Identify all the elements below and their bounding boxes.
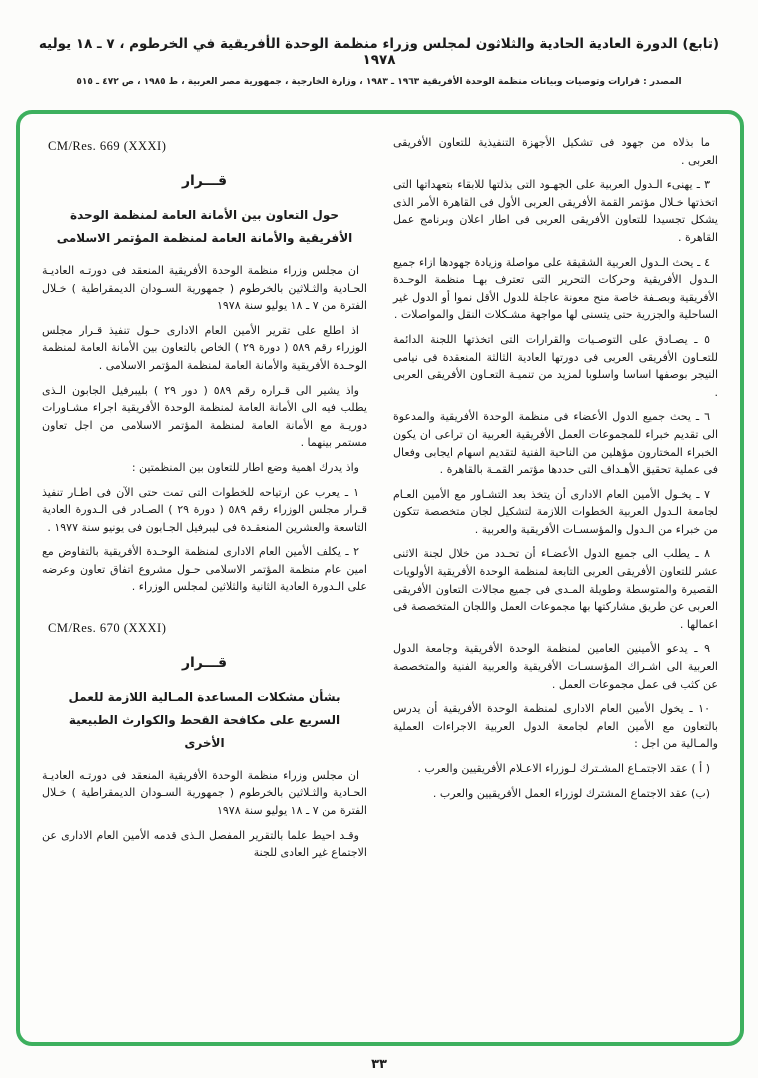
resolution-669-paragraph: واذ يدرك اهمية وضع اطار للتعاون بين المنظمتين : — [131, 460, 359, 474]
resolution-669-paragraph: ١ ـ يعرب عن ارتياحه للخطوات التى تمت حتى الآن فى اطـار تنفيذ قـرار مجلس الوزراء رقم ٥٨٩ ( دورة ٢٩ ) الصـادر فى الـدورة العادية التاسعة والعشرين المنعقـدة فى ليبرفيل الجـابون فى يونيو سنة ١٩٧٧ . — [42, 485, 368, 534]
page-number: ٣٣ — [371, 1057, 387, 1072]
column-left — [42, 134, 367, 1022]
resolution-670-heading: قـــرار — [181, 655, 228, 672]
resolution-669-title: حول التعاون بين الأمانة العامة لمنظمة الوحدة الأفريقية والأمانة العامة لمنظمة المؤتمر الاسلامى — [56, 208, 353, 246]
source-citation: المصدر : قرارات وتوصيات وبيانات منظمة الوحدة الأفريقية ١٩٦٣ ـ ١٩٨٣ ، وزارة الخارجية ، جمهورية مصر العربية ، ط ١٩٨٥ ، ص ٤٧٢ ـ ٥١٥ — [76, 77, 682, 87]
paragraph-item-9: ٩ ـ يدعو الأمينين العامين لمنظمة الوحدة الأفريقية وجامعة الدول العربية الى اشـراك المؤسسـات الأفريقية والعربية الفنية والمتخصصة عن كثب فى عمل مجموعات العمل . — [393, 642, 718, 691]
resolution-id-670: CM/Res. 670 (XXXI) — [48, 621, 167, 636]
paragraph-item-5: ٥ ـ يصـادق على التوصـيات والقرارات التى اتخذتها اللجنة الدائمة للتعـاون الأفريقى العربى فى دورتها العادية الثالثة المنعقدة فى نيامى النيجر بوصفها اساسا واسلوبا لمزيد من تنميـة التعـاون الأفريقى العربى . — [393, 332, 718, 399]
resolution-669-paragraph: واذ يشير الى قـراره رقم ٥٨٩ ( دور ٢٩ ) بليبرفيل الجابون الـذى يطلب فيه الى الأمانة العامة لمنظمة الوحدة الأفريقية اجراء مشـاورات دوريـة مع الأمانة العامة لمنظمة المؤتمر الاسلامى من اجل تعاون مستمر بينهما . — [42, 383, 367, 450]
page-title: (تابع) الدورة العادية الحادية والثلاثون لمجلس وزراء منظمة الوحدة الأفريقية في الخرطوم ، ٧ ـ ١٨ يوليه ١٩٧٨ — [38, 36, 720, 68]
resolution-670-paragraph: وقـد احيط علما بالتقرير المفصل الـذى قدمه الأمين العام الادارى عن الاجتماع غير العادى للجنة — [42, 828, 367, 860]
paragraph-item-b: (ب) عقد الاجتماع المشترك لوزراء العمل الأفريقيين والعرب . — [432, 786, 710, 800]
resolution-669-paragraph: ٢ ـ يكلف الأمين العام الادارى لمنظمة الوحـدة الأفريقية بالتفاوض مع امين عام منظمة المؤتمر الاسلامى حـول مشروع اتفاق تعاون وعرضه على الـدورة العادية الثانية والثلاثين لمجلس الوزراء . — [42, 545, 367, 594]
paragraph-item-3: ٣ ـ يهنىء الـدول العربية على الجهـود التى بذلتها للابقاء بتعهداتها التى اتخذتها خـلال مؤتمر القمة الأفريقى العربى الأول فى القاهرة الأمر الذى يشكل تجسيدا للتعاون الأفريقى العربى فى اطار اعلان وبرنامج عمل القاهرة . — [393, 178, 718, 244]
paragraph-continuation: ما بذلاه من جهود فى تشكيل الأجهزة التنفيذية للتعاون الأفريقى العربى . — [393, 136, 718, 167]
paragraph-item-8: ٨ ـ يطلب الى جميع الدول الأعضـاء أن تحـدد من خلال لجنة الاثنى عشر للتعاون الأفريقى العربى التابعة لمنظمة الوحدة الأفريقية الأولويات القصيرة والمتوسطة وطويلة المـدى فى جميع مجالات التعاون الأفريقى العربى عن طريق مشاركتها بها مجموعات العمل واللجان المتخصصة فى اعمالها . — [393, 547, 718, 631]
paragraph-item-7: ٧ ـ يخـول الأمين العام الادارى أن يتخذ بعد التشـاور مع الأمين العـام لجامعة الـدول العربية الخطوات اللازمة لتشكيل لجان متخصصة تتكون من خبراء من الـدول والمؤسسـات الأفريقية والعربية . — [393, 487, 718, 536]
resolution-669-paragraph: ان مجلس وزراء منظمة الوحدة الأفريقية المنعقد فى دورتـه العاديـة الحـادية والثـلاثين بالخرطوم ( جمهورية السـودان الديمقراطية ) خـلال الفترة من ٧ ـ ١٨ يوليو سنة ١٩٧٨ — [42, 263, 367, 313]
document-header — [0, 0, 758, 87]
paragraph-item-10: ١٠ ـ يخول الأمين العام الادارى لمنظمة الوحدة الأفريقية أن يدرس بالتعاون مع الأمين العام لجامعة الدول العربية الاجراءات العملية والمـالية من اجل : — [393, 702, 718, 751]
paragraph-item-a: ( أ ) عقد الاجتمـاع المشـترك لـوزراء الاعـلام الأفريقيين والعرب . — [417, 762, 710, 775]
content-frame — [16, 110, 744, 1046]
resolution-670-paragraph: ان مجلس وزراء منظمة الوحدة الأفريقية المنعقد فى دورتـه العاديـة الحـادية والثـلاثين بالخرطوم ( جمهورية السـودان الديمقراطية ) خـلال الفترة من ٧ ـ ١٨ يوليو سنة ١٩٧٨ — [42, 768, 367, 818]
column-right — [393, 134, 718, 1022]
resolution-id-669: CM/Res. 669 (XXXI) — [48, 139, 167, 153]
resolution-669-paragraph: اذ اطلع على تقرير الأمين العام الادارى حـول تنفيذ قـرار مجلس الوزراء رقم ٥٨٩ ( دورة ٢٩ ) الخاص بالتعاون بين الأمانة العامة لمنظمة الوحـدة الأفريقية والأمانة العامة لمنظمة المؤتمر الاسلامى . — [42, 323, 368, 372]
resolution-670-title: بشأن مشكلات المساعدة المـالية اللازمة للعمل السريع على مكافحة القحط والكوارث الطبيعية الأخرى — [68, 690, 341, 751]
paragraph-item-4: ٤ ـ يحث الـدول العربية الشقيقة على مواصلة وزيادة جهودها ازاء جميع الـدول الأفريقية وحركات التحرير التى تعترف بهـا منظمة الوحـدة الأفريقية وبصـفة خاصة منح معونة عاجلة للدول الأقل نموا أو الدول غير الساحلية والجزرية حتى يتسنى لها مواجهة مشـكلات النقل والمواصلات . — [393, 255, 718, 322]
two-column-layout — [42, 134, 718, 1022]
paragraph-item-6: ٦ ـ يحث جميع الدول الأعضاء فى منظمة الوحدة الأفريقية والمدعوة الى تقديم خبراء للمجموعات العمل الأفريقية العربية ان تراعى ان يكون الخبراء المختارون مؤهلين من الناحية الفنية لتقديم اسهام ايجابى وفعال فى عملية تحقيق الأهـداف التى حددها مؤتمر القمـة بالقاهرة . — [393, 410, 718, 477]
resolution-669-heading: قـــرار — [181, 173, 228, 189]
